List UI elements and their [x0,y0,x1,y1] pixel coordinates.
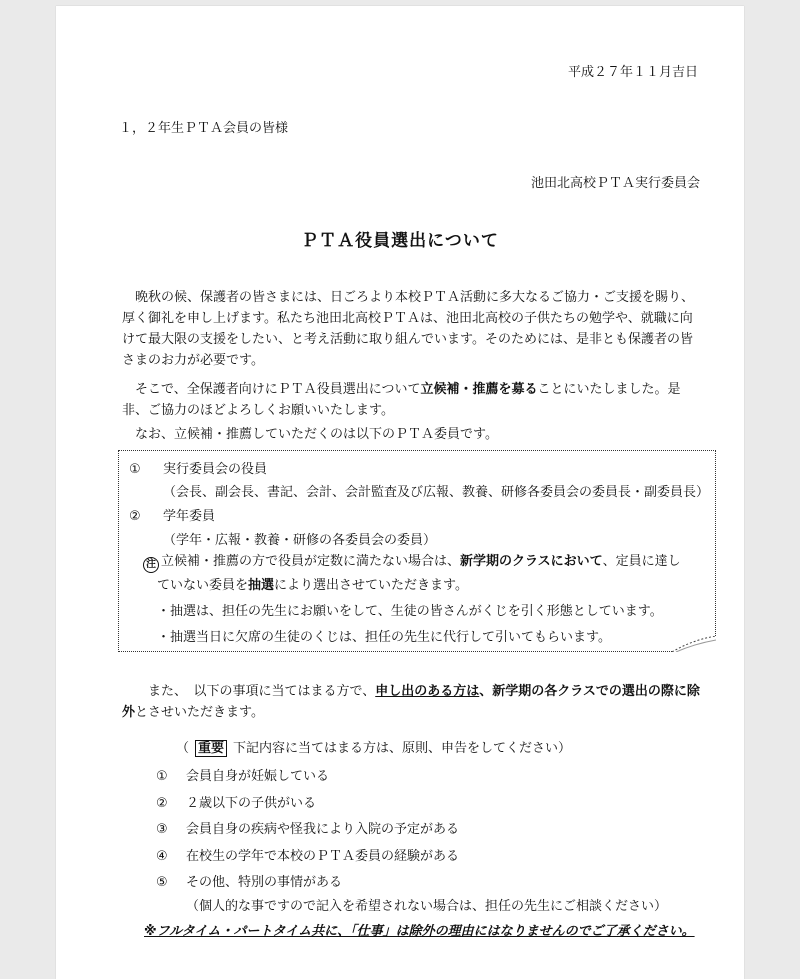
members-box [118,450,716,652]
sender-line: 池田北高校ＰＴＡ実行委員会 [530,176,700,191]
greeting-paragraph: 晩秋の候、保護者の皆さまには、日ごろより本校ＰＴＡ活動に多大なるご協力・ご支援を賜り、厚く御礼を申し上げます。私たち池田北高校ＰＴＡは、池田北高校の子供たちの勉学や、就職に向けて最大限の支援をしたい、と考え活動に取り組んでいます。そのためには、是非とも保護者の皆さまのお力が必要です。 [122,290,695,368]
document-title: ＰＴＡ役員選出について [301,231,499,251]
request-paragraph [122,379,702,421]
note-line-2 [157,577,468,595]
recipient-line: １，２年生ＰＴＡ会員の皆様 [119,121,289,136]
note-bold: 抽選 [248,578,275,593]
request-text-bold: 立候補・推薦を募る [420,382,538,397]
item-detail: （会長、副会長、書記、会計、会計監査及び広報、教養、研修各委員会の委員長・副委員長） [163,485,710,500]
note-text: ていない委員を [157,578,249,593]
paren-open: （ [176,741,190,756]
exemption-number: ④ [156,849,168,864]
exemption-number: ⑤ [156,875,168,890]
exemption-text-bold: 、新学期の各クラスでの選出の際に除外 [122,684,700,720]
exemption-number: ① [156,769,168,784]
bullet-item: ・抽選は、担任の先生にお願いをして、生徒の皆さんがくじを引く形態としています。 [157,604,663,619]
exemption-number: ③ [156,822,168,837]
exemption-paragraph [122,681,702,723]
exemption-text-underline: 申し出のある方は [375,684,480,699]
bullet-item: ・抽選当日に欠席の生徒のくじは、担任の先生に代行して引いてもらいます。 [157,630,611,645]
note-bold: 新学期のクラスにおいて [460,554,603,569]
members-intro: なお、立候補・推薦していただくのは以下のＰＴＡ委員です。 [135,427,498,442]
exemption-text: 在校生の学年で本校のＰＴＡ委員の経験がある [186,849,460,864]
note-line [143,553,681,573]
exemption-text: 会員自身の疾病や怪我により入院の予定がある [186,822,460,837]
item-role: 実行委員会の役員 [163,462,268,477]
important-text: 下記内容に当てはまる方は、原則、申告をしてください） [233,741,572,756]
final-note: ※フルタイム・パートタイム共に、「仕事」は除外の理由にはなりませんのでご了承ください。 [144,924,695,939]
item-detail: （学年・広報・教養・研修の各委員会の委員） [163,533,437,548]
exemption-text: ２歳以下の子供がいる [186,796,317,811]
note-mark-icon: 注 [143,557,159,573]
item-number: ① [129,462,141,477]
exemption-text-pre: また、 以下の事項に当てはまる方で、 [148,684,376,699]
document-date: 平成２７年１１月吉日 [567,65,698,80]
exemption-number: ② [156,796,168,811]
page-curl-icon [672,636,716,652]
exemption-text: その他、特別の事情がある [186,875,343,890]
note-text: 立候補・推薦の方で役員が定数に満たない場合は、 [161,554,461,569]
exemption-text: 会員自身が妊娠している [186,769,330,784]
exemption-note: （個人的な事ですので記入を希望されない場合は、担任の先生にご相談ください） [186,899,668,914]
important-badge: 重要 [195,740,227,757]
request-text-pre: そこで、全保護者向けにＰＴＡ役員選出について [135,382,421,397]
request-text-post: ことにいたしました。是非、ご協力のほどよろしくお願いいたします。 [122,382,681,418]
important-line [176,740,571,758]
exemption-text-post: とさせいただきます。 [135,705,264,720]
document-page [56,6,744,979]
item-number: ② [129,509,141,524]
note-text: により選出させていただきます。 [274,578,468,593]
note-text: 、定員に達し [602,554,681,569]
item-role: 学年委員 [163,509,216,524]
